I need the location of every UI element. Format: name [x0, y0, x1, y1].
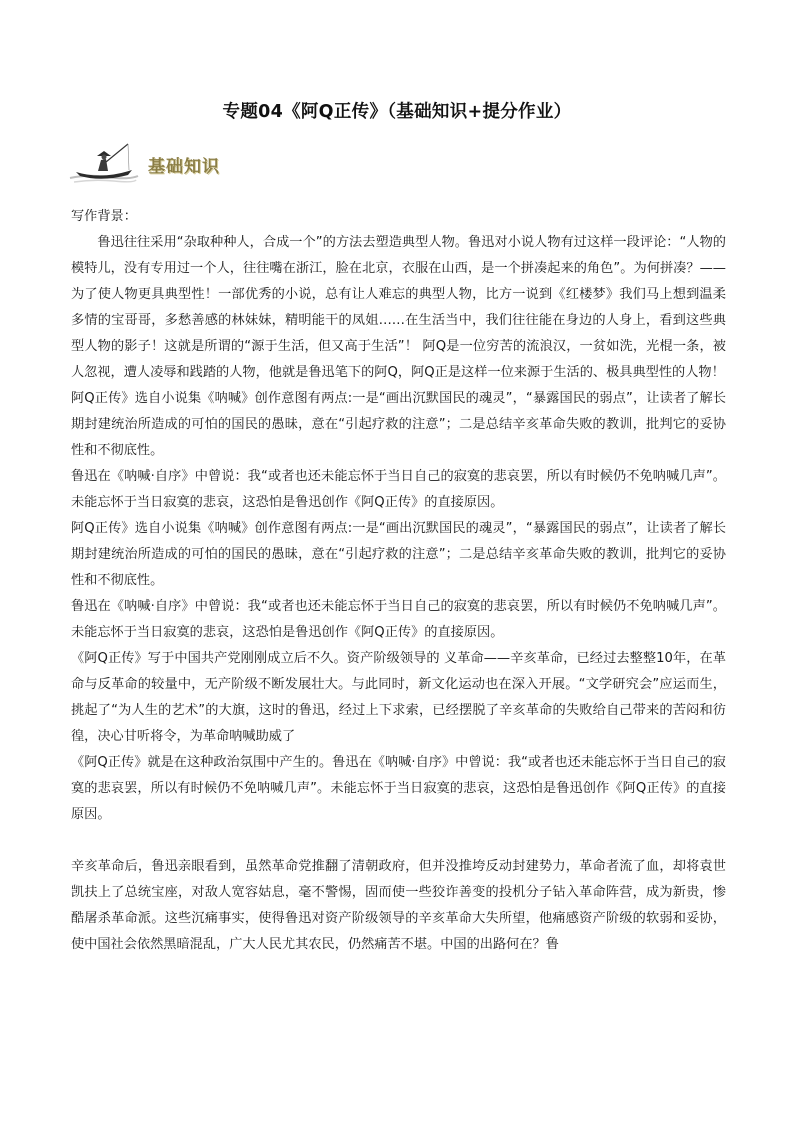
paragraph: 鲁迅往往采用“杂取种种人，合成一个”的方法去塑造典型人物。鲁迅对小说人物有过这样一段评论：“人物的模特儿，没有专用过一个人，往往嘴在浙江，脸在北京，衣服在山西，是一个拼凑起来的角色”。为何拼凑？——为了使人物更具典型性！一部优秀的小说，总有让人难忘的典型人物，比方一说到《红楼梦》我们马上想到温柔多情的宝哥哥，多愁善感的林妹妹，精明能干的凤姐……在生活当中，我们往往能在身边的人身上，看到这些典型人物的影子！这就是所谓的“源于生活，但又高于生活”！ 阿Q是一位穷苦的流浪汉，一贫如洗，光棍一条，被人忽视，遭人凌辱和践踏的人物，他就是鲁迅笔下的阿Q，阿Q正是这样一位来源于生活的、极具典型性的人物！	[71, 235, 726, 380]
document-title: 专题04《阿Q正传》（基础知识+提分作业）	[222, 102, 572, 122]
section-label: 基础知识	[148, 157, 220, 177]
paragraph: 《阿Q正传》就是在这种政治氛围中产生的。鲁迅在《呐喊·自序》中曾说：我“或者也还未能忘怀于当日自己的寂寞的悲哀罢，所以有时候仍不免呐喊几声”。未能忘怀于当日寂寞的悲哀，这恐怕是鲁迅创作《阿Q正传》的直接原因。	[71, 755, 726, 822]
document-body	[71, 204, 726, 958]
paragraph: 辛亥革命后，鲁迅亲眼看到，虽然革命党推翻了清朝政府，但并没推垮反动封建势力，革命者流了血，却将袁世凯扶上了总统宝座，对敌人宽容姑息，毫不警惕，固而使一些狡诈善变的投机分子钻入革命阵营，成为新贵，惨酷屠杀革命派。这些沉痛事实，使得鲁迅对资产阶级领导的辛亥革命大失所望，他痛感资产阶级的软弱和妥协，使中国社会依然黑暗混乱，广大人民尤其农民，仍然痛苦不堪。中国的出路何在？鲁	[71, 859, 726, 952]
paragraph: 阿Q正传》选自小说集《呐喊》创作意图有两点:一是“画出沉默国民的魂灵”，“暴露国民的弱点”，让读者了解长期封建统治所造成的可怕的国民的愚昧，意在“引起疗救的注意”；二是总结辛亥革命失败的教训，批判它的妥协性和不彻底性。	[71, 391, 726, 458]
fisherman-boat-icon	[68, 140, 140, 188]
paragraph-gap	[71, 828, 726, 854]
paragraph: 《阿Q正传》写于中国共产党刚刚成立后不久。资产阶级领导的 义革命——辛亥革命，已经过去整整10年，在革命与反革命的较量中，无产阶级不断发展壮大。与此同时，新文化运动也在深入开展。“文学研究会”应运而生，挑起了“为人生的艺术”的大旗，这时的鲁迅，经过上下求索，已经摆脱了辛亥革命的失败给自己带来的苦闷和彷徨，决心甘听将令，为革命呐喊助威了	[71, 651, 726, 744]
paragraph: 鲁迅在《呐喊·自序》中曾说：我“或者也还未能忘怀于当日自己的寂寞的悲哀罢，所以有时候仍不免呐喊几声”。未能忘怀于当日寂寞的悲哀，这恐怕是鲁迅创作《阿Q正传》的直接原因。	[71, 599, 726, 640]
background-heading: 写作背景：	[71, 209, 137, 224]
section-header	[68, 140, 268, 190]
paragraph: 鲁迅在《呐喊·自序》中曾说：我“或者也还未能忘怀于当日自己的寂寞的悲哀罢，所以有时候仍不免呐喊几声”。未能忘怀于当日寂寞的悲哀，这恐怕是鲁迅创作《阿Q正传》的直接原因。	[71, 469, 726, 510]
paragraph: 阿Q正传》选自小说集《呐喊》创作意图有两点:一是“画出沉默国民的魂灵”，“暴露国民的弱点”，让读者了解长期封建统治所造成的可怕的国民的愚昧，意在“引起疗救的注意”；二是总结辛亥革命失败的教训，批判它的妥协性和不彻底性。	[71, 521, 726, 588]
